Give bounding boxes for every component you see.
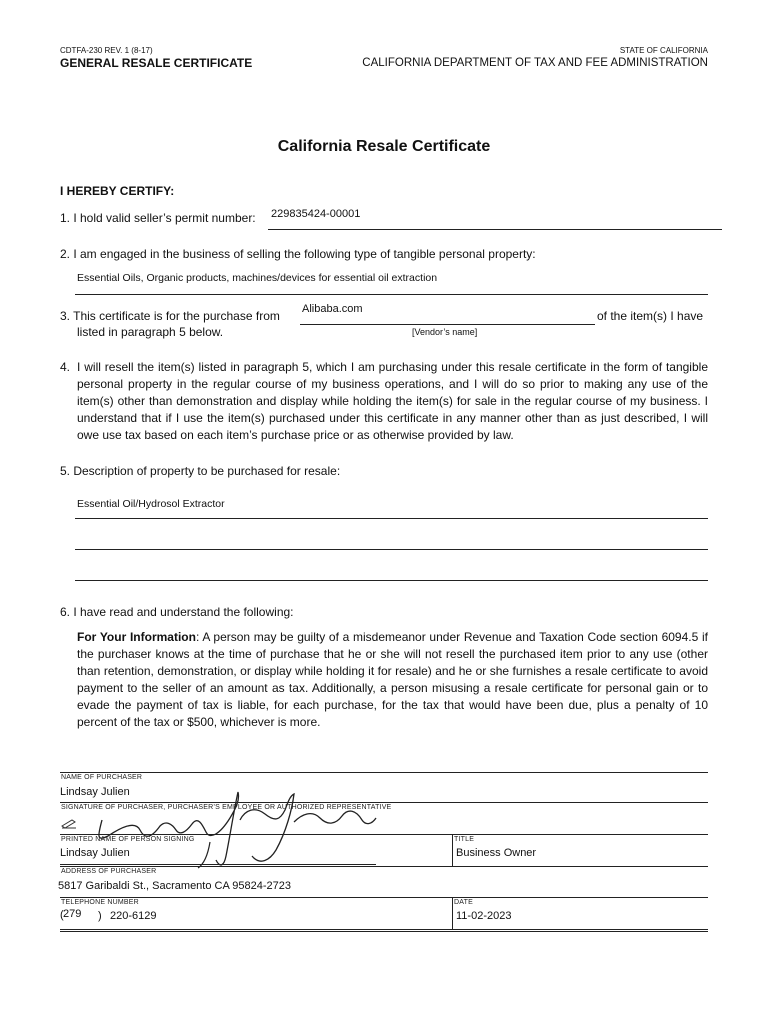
name-of-purchaser-field[interactable]: Lindsay Julien — [60, 786, 130, 798]
form-number: CDTFA-230 REV. 1 (8-17) — [60, 46, 153, 55]
signature-label: SIGNATURE OF PURCHASER, PURCHASER’S EMPLOYEE OR AUTHORIZED REPRESENTATIVE — [61, 804, 392, 811]
item3-label-cont: listed in paragraph 5 below. — [77, 325, 224, 339]
state-label: STATE OF CALIFORNIA — [619, 46, 708, 55]
title-label: TITLE — [454, 836, 475, 843]
address-line — [60, 897, 708, 898]
property-type-line — [75, 294, 708, 295]
address-field[interactable]: 5817 Garibaldi St., Sacramento CA 95824-2723 — [58, 880, 291, 892]
block-top-line — [60, 772, 708, 773]
fyi-text: : A person may be guilty of a misdemeanor under Revenue and Taxation Code section 6094.5 if the purchaser knows at the time of purchase that he or she will not resell the purchased item prior to any use (other than retention, demonstration, or display while holding it for resale) and he or she furnishes a resale certificate to avoid payment to the seller of an amount as tax. Additionally, a person misusing a resale certificate for personal gain or to evade the payment of tax is liable, for each purchase, for the tax that would have been due, plus a penalty of 10 percent of the tax or $500, whichever is more. — [77, 630, 708, 729]
item3-label-start: 3. This certificate is for the purchase from — [60, 309, 280, 323]
vendor-name-caption: [Vendor’s name] — [412, 327, 478, 337]
property-description-field[interactable]: Essential Oil/Hydrosol Extractor — [77, 498, 225, 510]
signature-line — [60, 834, 708, 835]
printed-name-field[interactable]: Lindsay Julien — [60, 847, 130, 859]
phone-number-field[interactable]: 220-6129 — [110, 910, 157, 922]
address-label: ADDRESS OF PURCHASER — [61, 868, 157, 875]
phone-close-paren: ) — [98, 910, 102, 922]
title-row-line — [60, 866, 708, 867]
pen-icon — [60, 816, 80, 830]
vendor-name-field[interactable]: Alibaba.com — [302, 303, 363, 315]
form-title: GENERAL RESALE CERTIFICATE — [60, 56, 253, 70]
fyi-label: For Your Information — [77, 630, 196, 644]
description-line-2 — [75, 549, 708, 550]
item4-text: I will resell the item(s) listed in paragraph 5, which I am purchasing under this resale certificate in the form of tangible personal property in the regular course of my business operations, and I will do so prior to making any use of the item(s) other than demonstration and display while holding the item(s) for sale in the regular course of my business. I understand that if I use the item(s) purchased under this certificate in any manner other than as just described, I will owe use tax based on each item’s purchase price or as otherwise provided by law. — [77, 360, 708, 442]
vendor-name-line — [300, 324, 595, 325]
property-type-field[interactable]: Essential Oils, Organic products, machines/devices for essential oil extraction — [77, 272, 438, 284]
title-field[interactable]: Business Owner — [456, 847, 537, 859]
permit-number-line — [268, 229, 722, 230]
fyi-paragraph — [77, 629, 708, 731]
item5-label: 5. Description of property to be purchased for resale: — [60, 464, 341, 478]
date-label: DATE — [454, 899, 473, 906]
date-divider — [452, 897, 453, 930]
phone-open-paren: ( — [60, 909, 64, 921]
name-of-purchaser-label: NAME OF PURCHASER — [61, 774, 143, 781]
telephone-label: TELEPHONE NUMBER — [61, 899, 139, 906]
item1-label: 1. I hold valid seller’s permit number: — [60, 211, 256, 225]
item4-number: 4. — [60, 360, 71, 374]
certify-heading: I HEREBY CERTIFY: — [60, 184, 175, 198]
date-field[interactable]: 11-02-2023 — [456, 910, 512, 922]
item6-label: 6. I have read and understand the following: — [60, 605, 294, 619]
printed-name-underline — [60, 864, 376, 865]
page-title: California Resale Certificate — [277, 138, 491, 155]
item3-label-end: of the item(s) I have — [597, 309, 704, 323]
printed-name-label: PRINTED NAME OF PERSON SIGNING — [61, 836, 195, 843]
item2-label: 2. I am engaged in the business of selling the following type of tangible personal property: — [60, 247, 536, 261]
block-bottom-line-2 — [60, 931, 708, 932]
description-line-3 — [75, 580, 708, 581]
department-name: CALIFORNIA DEPARTMENT OF TAX AND FEE ADMINISTRATION — [362, 57, 708, 69]
block-bottom-line-1 — [60, 929, 708, 930]
description-line-1 — [75, 518, 708, 519]
phone-area-code-field[interactable]: 279 — [63, 908, 82, 920]
title-divider — [452, 834, 453, 867]
permit-number-field[interactable]: 229835424-00001 — [271, 208, 361, 220]
